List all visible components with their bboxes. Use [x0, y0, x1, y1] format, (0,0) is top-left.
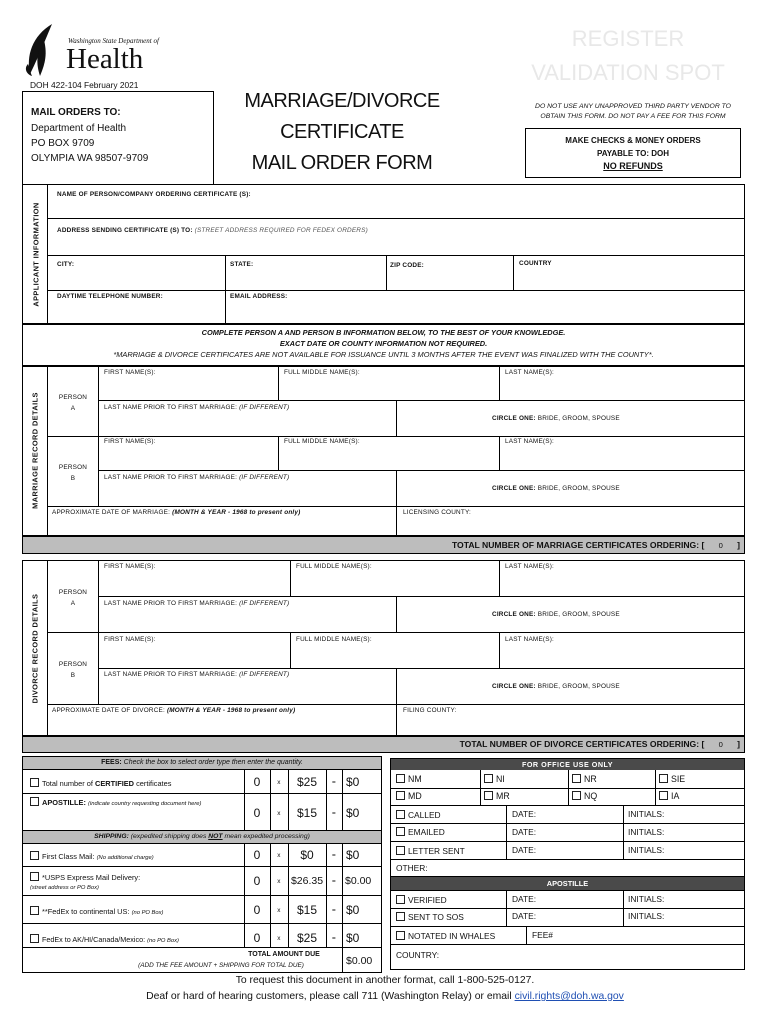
divorce-person-b-label — [50, 659, 96, 681]
applicant-section — [22, 184, 745, 324]
divorce-approx-date[interactable] — [52, 707, 295, 714]
marriage-side-label: MARRIAGE RECORD DETAILS — [30, 392, 40, 509]
filing-county[interactable]: FILING COUNTY: — [403, 707, 457, 714]
zip-label[interactable]: ZIP CODE: — [390, 262, 424, 269]
mail-address-line3: OLYMPIA WA 98507-9709 — [31, 153, 149, 164]
office-nq[interactable] — [572, 791, 597, 801]
fedex-us-total: $0 — [346, 903, 360, 917]
fedex-us-checkbox[interactable] — [30, 906, 39, 915]
city-label[interactable]: CITY: — [57, 261, 75, 268]
d-b-first-name[interactable]: FIRST NAME(S): — [104, 636, 156, 643]
doh-logo-icon — [22, 22, 66, 78]
equals-sign: = — [332, 907, 336, 914]
m-a-circle-one[interactable] — [492, 415, 620, 422]
apostille-row[interactable] — [30, 797, 201, 807]
office-md[interactable] — [396, 791, 422, 801]
if-different: (IF DIFFERENT) — [239, 474, 290, 481]
letter-sent-label: LETTER SENT — [408, 846, 465, 856]
usps-express-price: $26.35 — [290, 875, 324, 887]
approx-label: APPROXIMATE DATE OF DIVORCE: — [52, 707, 165, 714]
fedex-intl-note: (no PO Box) — [147, 938, 179, 944]
ia-checkbox[interactable] — [659, 791, 668, 800]
fedex-intl-label: FedEx to AK/HI/Canada/Mexico: — [42, 935, 146, 944]
apostille-checkbox[interactable] — [30, 797, 39, 806]
office-ni[interactable] — [484, 774, 505, 784]
form-id: DOH 422-104 February 2021 — [30, 80, 139, 90]
shipping-header-rest: (expedited shipping does — [130, 833, 207, 840]
prior-last-label: LAST NAME PRIOR TO FIRST MARRIAGE: — [104, 474, 238, 481]
title-line3: MAIL ORDER FORM — [251, 152, 433, 174]
d-a-last-name[interactable]: LAST NAME(S): — [505, 563, 555, 570]
circle-one-label: CIRCLE ONE: — [492, 485, 536, 492]
m-a-last-name[interactable]: LAST NAME(S): — [505, 369, 555, 376]
m-a-prior-last[interactable] — [104, 404, 289, 411]
fedex-us-label: **FedEx to continental US: — [42, 907, 130, 916]
total-due-note: (ADD THE FEE AMOUNT + SHIPPING FOR TOTAL DUE) — [138, 962, 304, 969]
first-class-qty[interactable]: 0 — [253, 848, 261, 862]
if-different: (IF DIFFERENT) — [239, 671, 290, 678]
office-sie[interactable] — [659, 774, 685, 784]
person-word: PERSON — [58, 589, 88, 596]
divorce-total-row — [460, 739, 740, 749]
form-title — [228, 86, 456, 179]
agency-large-text: Health — [66, 43, 144, 75]
m-a-middle-name[interactable]: FULL MIDDLE NAME(S): — [284, 369, 360, 376]
notated-label: NOTATED IN WHALES — [408, 931, 496, 941]
fedex-intl-total: $0 — [346, 931, 360, 945]
country-label[interactable]: COUNTRY — [519, 260, 552, 267]
circle-options: BRIDE, GROOM, SPOUSE — [537, 611, 620, 618]
d-b-prior-last[interactable] — [104, 671, 289, 678]
apostille-qty[interactable]: 0 — [253, 806, 261, 820]
times-sign: x — [277, 907, 281, 914]
circle-one-label: CIRCLE ONE: — [492, 611, 536, 618]
if-different: (IF DIFFERENT) — [239, 600, 290, 607]
footer-line2 — [0, 991, 770, 1002]
if-different: (IF DIFFERENT) — [239, 404, 290, 411]
equals-sign: = — [332, 878, 336, 885]
fees-header-rest: Check the box to select order type then enter the quantity. — [123, 759, 303, 766]
civil-rights-email-link[interactable]: civil.rights@doh.wa.gov — [514, 991, 624, 1002]
footer-text: Deaf or hard of hearing customers, please call 711 (Washington Relay) or email — [146, 991, 512, 1002]
certified-price: $25 — [296, 775, 318, 789]
phone-label[interactable]: DAYTIME TELEPHONE NUMBER: — [57, 293, 163, 300]
ni-label: NI — [496, 774, 505, 784]
shipping-not: NOT — [208, 833, 223, 840]
mail-address-line2: PO BOX 9709 — [31, 138, 95, 149]
office-verified[interactable] — [396, 895, 447, 905]
no-refunds: NO REFUNDS — [603, 161, 663, 171]
approx-note: (MONTH & YEAR - 1968 to present only) — [166, 707, 296, 714]
title-line1: MARRIAGE/DIVORCE — [244, 90, 440, 112]
d-a-prior-last[interactable] — [104, 600, 289, 607]
agency-small-text: Washington State Department of — [68, 37, 159, 45]
person-letter: A — [70, 405, 76, 412]
marriage-total-row — [452, 540, 740, 550]
office-ia[interactable] — [659, 791, 679, 801]
m-b-middle-name[interactable]: FULL MIDDLE NAME(S): — [284, 438, 360, 445]
first-class-checkbox[interactable] — [30, 851, 39, 860]
usps-express-note: (street address or PO Box) — [30, 885, 99, 891]
usps-express-row[interactable] — [30, 872, 140, 893]
notated-checkbox[interactable] — [396, 931, 405, 940]
first-class-label: First Class Mail: — [42, 852, 95, 861]
m-a-first-name[interactable]: FIRST NAME(S): — [104, 369, 156, 376]
apostille-header: APOSTILLE — [391, 877, 744, 890]
apostille-price: $15 — [296, 806, 318, 820]
bracket-close: ] — [737, 739, 740, 749]
total-due-label: TOTAL AMOUNT DUE — [248, 951, 320, 958]
usps-express-qty[interactable]: 0 — [253, 874, 261, 888]
applicant-side-label: APPLICANT INFORMATION — [31, 202, 41, 307]
called-checkbox[interactable] — [396, 810, 405, 819]
person-letter: B — [70, 672, 76, 679]
mail-address-line1: Department of Health — [31, 123, 127, 134]
d-a-middle-name[interactable]: FULL MIDDLE NAME(S): — [296, 563, 372, 570]
instructions-line2: EXACT DATE OR COUNTY INFORMATION NOT REQUIRED. — [279, 339, 488, 348]
certified-total: $0 — [346, 775, 360, 789]
usps-express-total: $0.00 — [345, 875, 372, 887]
state-label[interactable]: STATE: — [230, 261, 254, 268]
called-label: CALLED — [408, 810, 441, 820]
person-word: PERSON — [58, 464, 88, 471]
prior-last-label: LAST NAME PRIOR TO FIRST MARRIAGE: — [104, 404, 238, 411]
times-sign: x — [277, 935, 281, 942]
instructions-box — [22, 324, 745, 366]
certified-label: Total number of — [42, 779, 93, 788]
fees-header-bold: FEES: — [101, 759, 122, 766]
prior-last-label: LAST NAME PRIOR TO FIRST MARRIAGE: — [104, 600, 238, 607]
register-validation-spot — [515, 22, 741, 90]
sent-sos-checkbox[interactable] — [396, 912, 405, 921]
mail-orders-label: MAIL ORDERS TO: — [31, 107, 121, 118]
letter-sent-checkbox[interactable] — [396, 846, 405, 855]
instructions-line1: COMPLETE PERSON A AND PERSON B INFORMATION BELOW, TO THE BEST OF YOUR KNOWLEDGE. — [201, 328, 566, 337]
times-sign: x — [277, 779, 281, 786]
checks-payable-box — [525, 128, 741, 178]
sos-date[interactable]: DATE: — [512, 911, 537, 921]
ni-checkbox[interactable] — [484, 774, 493, 783]
person-letter: B — [70, 475, 76, 482]
checks-line1: MAKE CHECKS & MONEY ORDERS — [565, 136, 701, 145]
emailed-checkbox[interactable] — [396, 827, 405, 836]
circle-one-label: CIRCLE ONE: — [492, 683, 536, 690]
fedex-intl-qty[interactable]: 0 — [253, 931, 261, 945]
md-label: MD — [408, 791, 422, 801]
nm-checkbox[interactable] — [396, 774, 405, 783]
person-word: PERSON — [58, 394, 88, 401]
marriage-approx-date[interactable] — [52, 509, 300, 516]
apostille-total: $0 — [346, 806, 360, 820]
checks-line2: PAYABLE TO: DOH — [596, 149, 669, 158]
shipping-header-bold: SHIPPING: — [94, 833, 129, 840]
fedex-intl-price: $25 — [296, 931, 318, 945]
emailed-initials[interactable]: INITIALS: — [628, 827, 665, 837]
office-other[interactable]: OTHER: — [396, 863, 428, 873]
vendor-warning: DO NOT USE ANY UNAPPROVED THIRD PARTY VENDOR TO OBTAIN THIS FORM. DO NOT PAY A FEE FOR THIS FORM — [535, 103, 731, 120]
fees-header — [23, 757, 381, 769]
marriage-total-input[interactable]: 0 — [718, 541, 723, 550]
office-country[interactable]: COUNTRY: — [396, 950, 440, 960]
fedex-us-row[interactable] — [30, 906, 163, 916]
first-class-total: $0 — [346, 848, 360, 862]
divorce-total-bar — [22, 736, 745, 753]
first-class-price: $0 — [300, 848, 314, 862]
d-a-circle-one[interactable] — [492, 611, 620, 618]
office-sent-sos[interactable] — [396, 912, 464, 922]
mail-orders-box — [22, 91, 214, 184]
mr-checkbox[interactable] — [484, 791, 493, 800]
office-emailed[interactable] — [396, 827, 445, 837]
sie-label: SIE — [671, 774, 686, 784]
times-sign: x — [277, 810, 281, 817]
divorce-total-input[interactable]: 0 — [718, 740, 723, 749]
marriage-total-label: TOTAL NUMBER OF MARRIAGE CERTIFICATES ORDERING: [ — [451, 540, 705, 550]
bracket-close: ] — [737, 540, 740, 550]
nm-label: NM — [408, 774, 422, 784]
address-label-wrap[interactable] — [57, 227, 368, 234]
office-nm[interactable] — [396, 774, 422, 784]
sent-sos-label: SENT TO SOS — [408, 912, 464, 922]
m-b-last-name[interactable]: LAST NAME(S): — [505, 438, 555, 445]
circle-one-label: CIRCLE ONE: — [492, 415, 536, 422]
office-letter-sent[interactable] — [396, 846, 465, 856]
letter-date[interactable]: DATE: — [512, 845, 537, 855]
office-called[interactable] — [396, 810, 441, 820]
fedex-us-note: (no PO Box) — [131, 910, 164, 916]
email-label[interactable]: EMAIL ADDRESS: — [230, 293, 288, 300]
usps-express-label: *USPS Express Mail Delivery: — [42, 873, 141, 882]
marriage-total-bar — [22, 536, 745, 554]
equals-sign: = — [332, 935, 336, 942]
fedex-us-qty[interactable]: 0 — [253, 903, 261, 917]
d-b-middle-name[interactable]: FULL MIDDLE NAME(S): — [296, 636, 372, 643]
called-initials[interactable]: INITIALS: — [628, 809, 665, 819]
circle-options: BRIDE, GROOM, SPOUSE — [537, 415, 620, 422]
fedex-us-price: $15 — [296, 903, 318, 917]
m-b-first-name[interactable]: FIRST NAME(S): — [104, 438, 156, 445]
d-a-first-name[interactable]: FIRST NAME(S): — [104, 563, 156, 570]
first-class-row[interactable] — [30, 851, 154, 861]
equals-sign: = — [332, 810, 336, 817]
times-sign: x — [277, 878, 281, 885]
address-note: (STREET ADDRESS REQUIRED FOR FEDEX ORDERS) — [194, 227, 368, 234]
divorce-total-label: TOTAL NUMBER OF DIVORCE CERTIFICATES ORDERING: [ — [459, 739, 705, 749]
emailed-date[interactable]: DATE: — [512, 827, 537, 837]
office-mr[interactable] — [484, 791, 510, 801]
verified-label: VERIFIED — [408, 895, 447, 905]
licensing-county[interactable]: LICENSING COUNTY: — [403, 509, 472, 516]
office-notated[interactable] — [396, 931, 495, 941]
certified-qty[interactable]: 0 — [253, 775, 261, 789]
register-line1: REGISTER — [571, 26, 685, 51]
shipping-header-end: mean expedited processing) — [224, 833, 310, 840]
equals-sign: = — [332, 779, 336, 786]
approx-label: APPROXIMATE DATE OF MARRIAGE: — [52, 509, 171, 516]
certified-row[interactable] — [30, 778, 171, 788]
office-use-header: FOR OFFICE USE ONLY — [391, 759, 744, 770]
times-sign: x — [277, 852, 281, 859]
called-date[interactable]: DATE: — [512, 809, 537, 819]
fedex-intl-checkbox[interactable] — [30, 934, 39, 943]
apostille-bold: APOSTILLE: — [42, 798, 86, 807]
d-b-circle-one[interactable] — [492, 683, 620, 690]
total-due-value: $0.00 — [346, 955, 373, 967]
divorce-side-label: DIVORCE RECORD DETAILS — [30, 593, 40, 704]
verified-initials[interactable]: INITIALS: — [628, 894, 665, 904]
prior-last-label: LAST NAME PRIOR TO FIRST MARRIAGE: — [104, 671, 238, 678]
verified-date[interactable]: DATE: — [512, 894, 537, 904]
d-b-last-name[interactable]: LAST NAME(S): — [505, 636, 555, 643]
office-fee[interactable]: FEE# — [532, 930, 553, 940]
instructions-line3: *MARRIAGE & DIVORCE CERTIFICATES ARE NOT AVAILABLE FOR ISSUANCE UNTIL 3 MONTHS AFTER THE EVENT WAS FINALIZED WITH THE COUNTY*. — [113, 350, 654, 359]
sie-checkbox[interactable] — [659, 774, 668, 783]
nq-checkbox[interactable] — [572, 791, 581, 800]
usps-express-checkbox[interactable] — [30, 872, 39, 881]
ia-label: IA — [671, 791, 680, 801]
certified-bold: CERTIFIED — [95, 779, 135, 788]
person-letter: A — [70, 600, 76, 607]
equals-sign: = — [332, 852, 336, 859]
emailed-label: EMAILED — [408, 827, 445, 837]
divorce-person-a-label — [50, 587, 96, 609]
doh-logo — [22, 22, 66, 83]
footer-line1: To request this document in another format, call 1-800-525-0127. — [235, 975, 535, 986]
nr-label: NR — [584, 774, 597, 784]
circle-options: BRIDE, GROOM, SPOUSE — [537, 485, 620, 492]
certified-checkbox[interactable] — [30, 778, 39, 787]
shipping-header — [23, 831, 381, 843]
approx-note: (MONTH & YEAR - 1968 to present only) — [172, 509, 301, 516]
nr-checkbox[interactable] — [572, 774, 581, 783]
marriage-person-a-label — [50, 392, 96, 414]
md-checkbox[interactable] — [396, 791, 405, 800]
m-b-prior-last[interactable] — [104, 474, 289, 481]
first-class-note: (No additional charge) — [96, 855, 154, 861]
certified-after: certificates — [136, 779, 172, 788]
m-b-circle-one[interactable] — [492, 485, 620, 492]
nq-label: NQ — [584, 791, 598, 801]
person-word: PERSON — [58, 661, 88, 668]
address-label: ADDRESS SENDING CERTIFICATE (S) TO: — [57, 227, 193, 234]
circle-options: BRIDE, GROOM, SPOUSE — [537, 683, 620, 690]
verified-checkbox[interactable] — [396, 895, 405, 904]
marriage-person-b-label — [50, 462, 96, 484]
apostille-note: (indicate country requesting document here) — [88, 801, 202, 807]
mr-label: MR — [496, 791, 510, 801]
fedex-intl-row[interactable] — [30, 934, 179, 944]
letter-initials[interactable]: INITIALS: — [628, 845, 665, 855]
title-line2: CERTIFICATE — [280, 121, 404, 143]
register-line2: VALIDATION SPOT — [531, 60, 725, 85]
name-label[interactable]: NAME OF PERSON/COMPANY ORDERING CERTIFICATE (S): — [57, 191, 251, 198]
office-nr[interactable] — [572, 774, 597, 784]
sos-initials[interactable]: INITIALS: — [628, 911, 665, 921]
